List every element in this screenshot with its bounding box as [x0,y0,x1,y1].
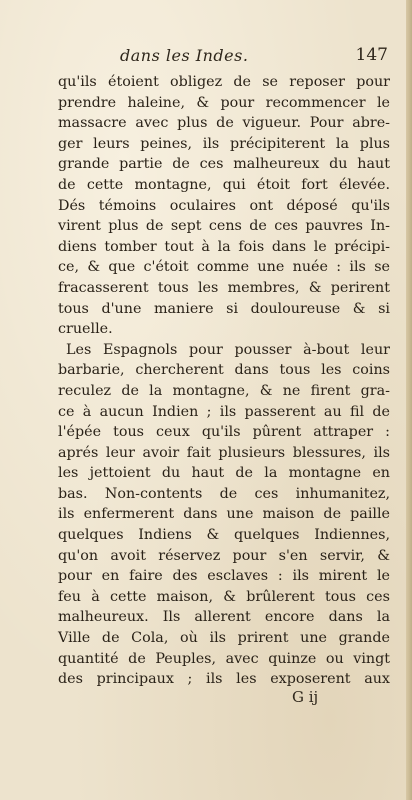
text-line: fracasserent tous les membres, & perirent [58,279,390,296]
text-line: prendre haleine, & pour recommencer le [58,94,390,111]
text-line: des principaux ; ils les exposerent aux [58,671,390,688]
text-line: diens tomber tout à la fois dans le précipi- [58,238,390,255]
text-line: ger leurs peines, ils précipiterent la plus [58,135,390,152]
text-line: les jettoient du haut de la montagne en [58,465,390,482]
text-line: quantité de Peuples, avec quinze ou vingt [58,650,390,667]
text-line: qu'on avoit réservez pour s'en servir, & [58,547,390,564]
text-line: cruelle. [58,321,113,338]
text-line: barbarie, chercherent dans tous les coins [58,362,390,379]
text-line: aprés leur avoir fait plusieurs blessures, ils [58,444,390,461]
text-line: Ville de Cola, où ils prirent une grande [58,630,390,647]
text-line: ce à aucun Indien ; ils passerent au fil de [58,403,390,420]
text-line: reculez de la montagne, & ne firent gra- [58,382,390,399]
text-line: massacre avec plus de vigueur. Pour abre- [58,115,390,132]
text-line: bas. Non-contents de ces inhumanitez, [58,485,390,502]
text-line: l'épée tous ceux qu'ils pûrent attraper : [58,424,390,441]
text-line: Dés témoins oculaires ont déposé qu'ils [58,197,390,214]
running-head: dans les Indes. [120,46,249,65]
text-line: quelques Indiens & quelques Indiennes, [58,527,390,544]
text-line: pour en faire des esclaves : ils mirent le [58,568,390,585]
body-text [58,72,390,690]
text-line: malheureux. Ils allerent encore dans la [58,609,390,626]
page-number: 147 [355,45,388,65]
page-header [58,46,388,70]
text-line: qu'ils étoient obligez de se reposer pour [58,74,390,90]
paragraph-start-line: Les Espagnols pour pousser à-bout leur [66,341,390,358]
text-line: feu à cette maison, & brûlerent tous ces [58,588,390,605]
text-line: virent plus de sept cens de ces pauvres In- [58,218,390,235]
text-line: ce, & que c'étoit comme une nuée : ils se [58,259,390,276]
text-line: de cette montagne, qui étoit fort élevée. [58,176,390,193]
text-line: ils enfermerent dans une maison de paille [58,506,390,523]
text-line: grande partie de ces malheureux du haut [58,156,390,173]
page-edge [406,0,412,800]
text-line: tous d'une maniere si douloureuse & si [58,300,390,317]
signature-mark: G ij [292,688,319,706]
